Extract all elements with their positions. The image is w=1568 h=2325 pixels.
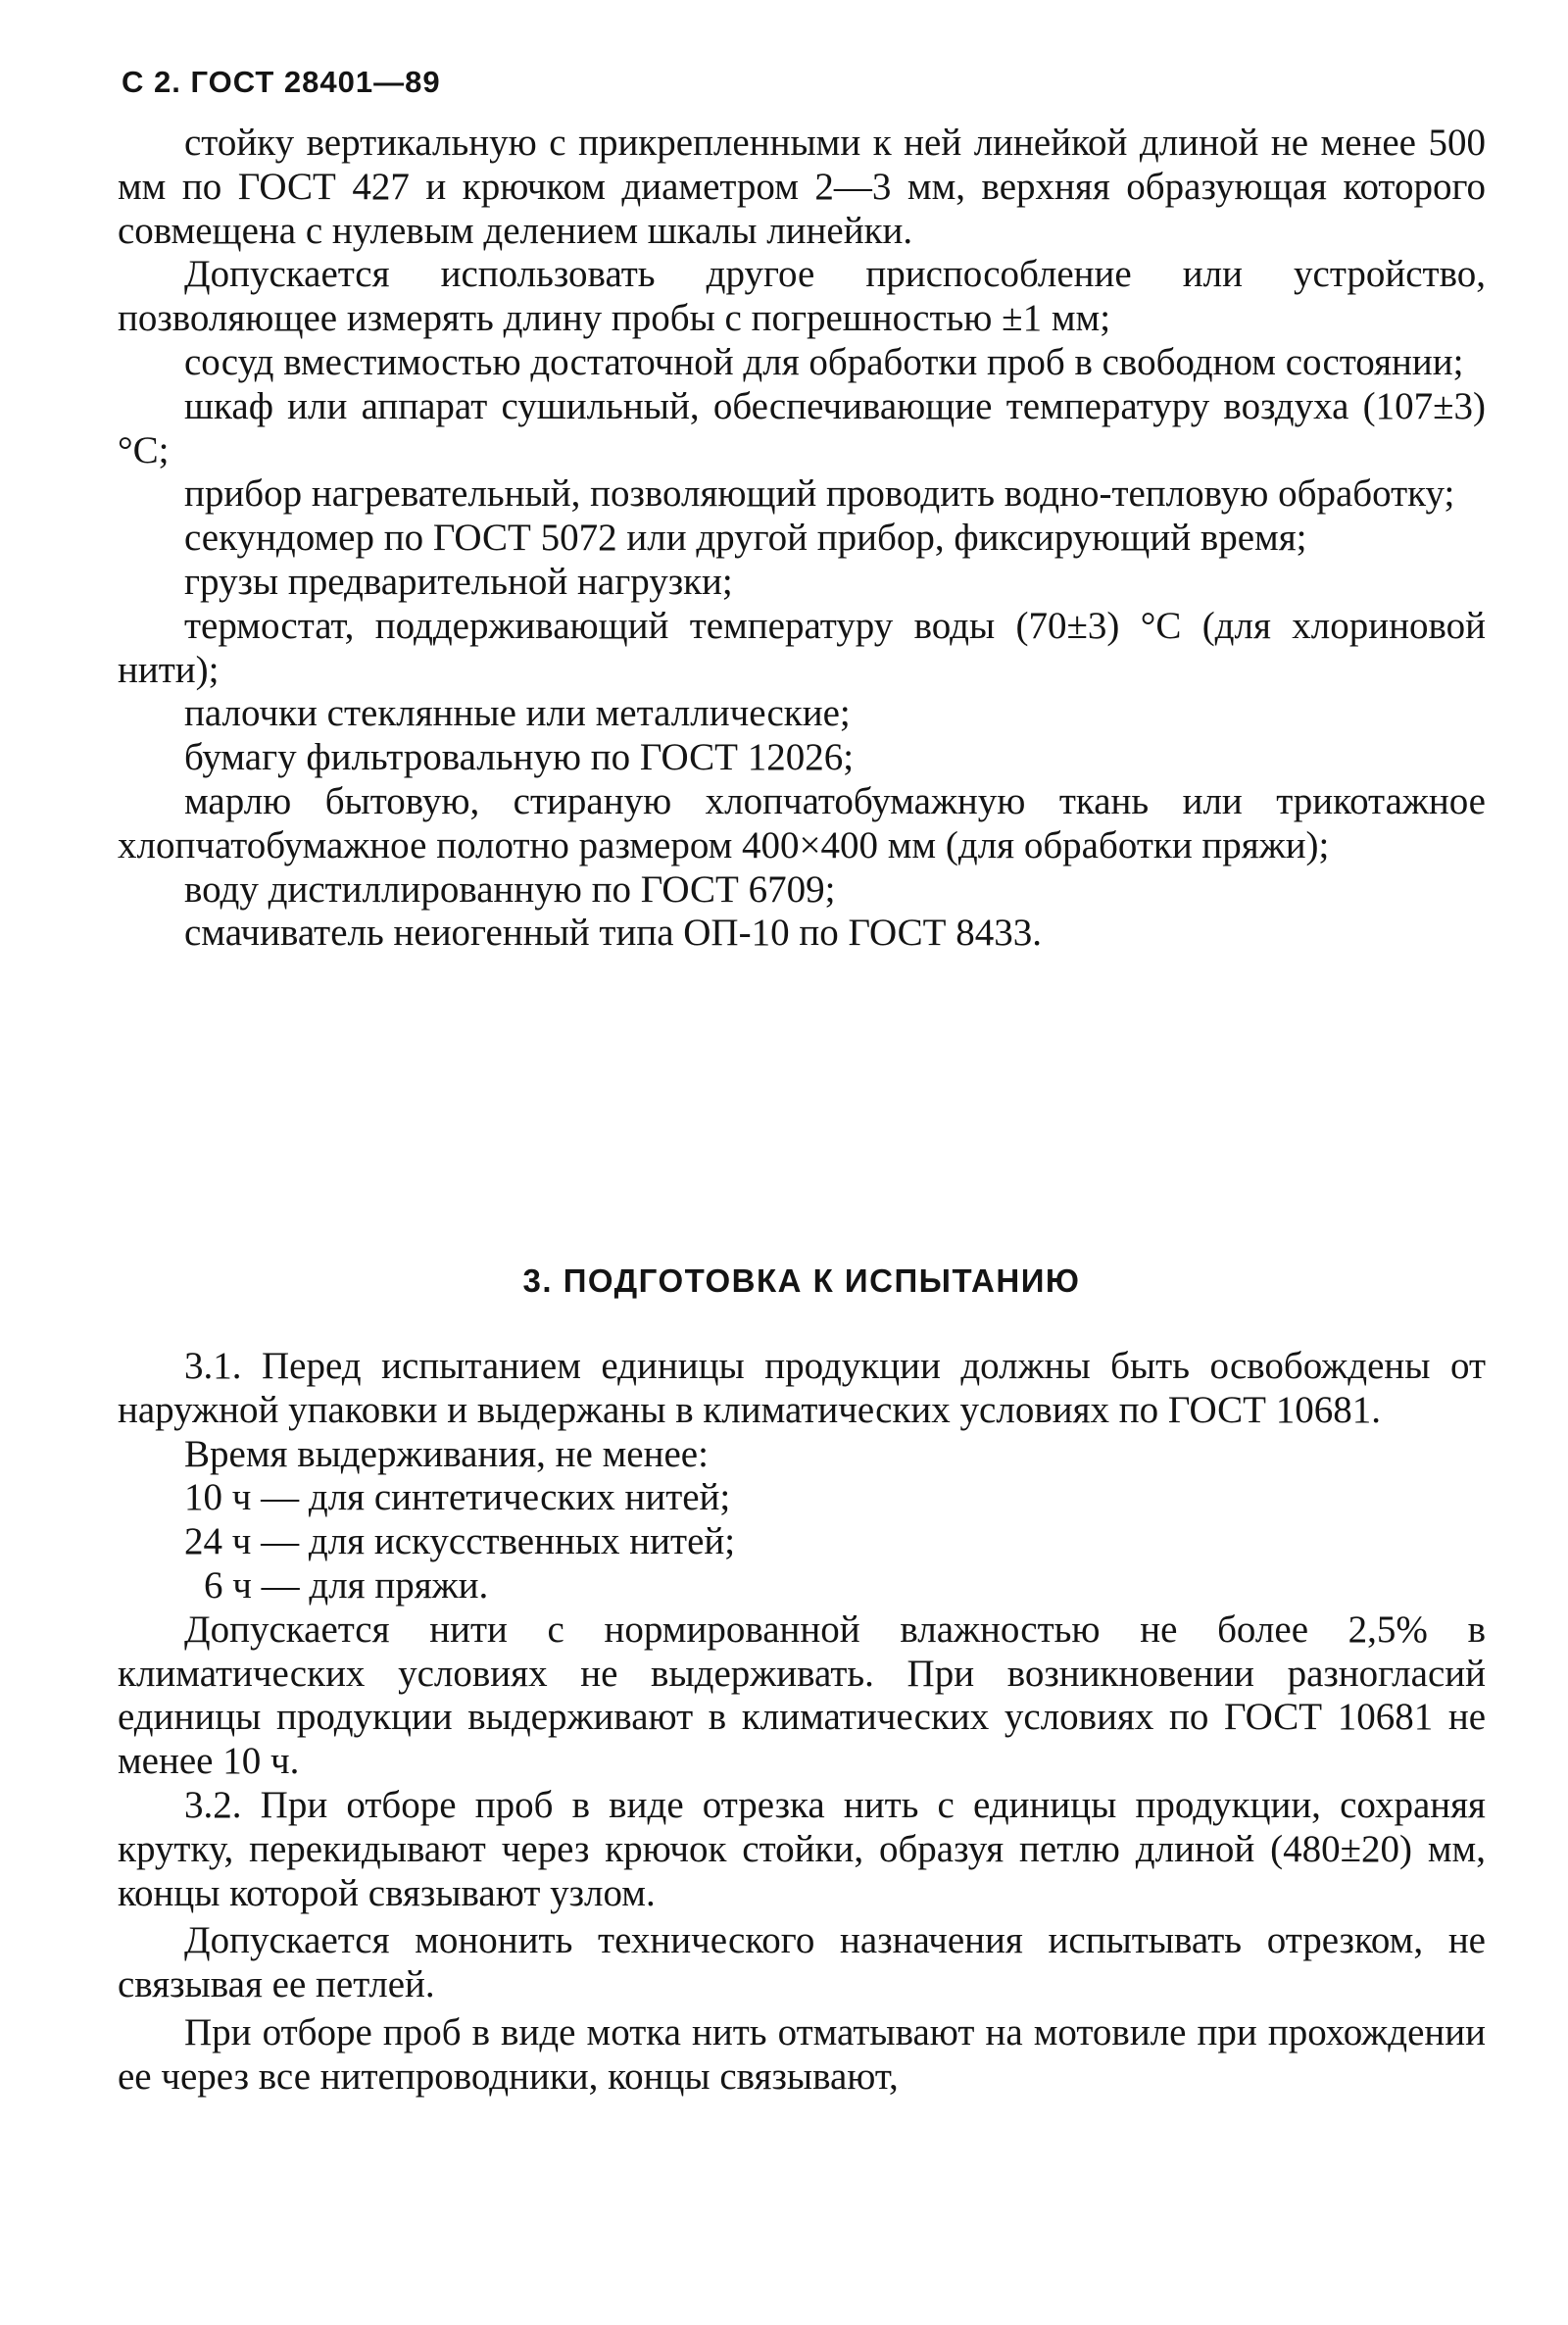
equipment-item: прибор нагревательный, позволяющий проводить водно-тепловую обработку; (184, 472, 1455, 516)
section-3-body (118, 1345, 1486, 2100)
equipment-item: шкаф или аппарат сушильный, обеспечивающие температуру воздуха (107±3) °С; (118, 384, 1486, 471)
clause-3-2-note: Допускается мононить технического назначения испытывать отрезком, не связывая ее петлей. (118, 1919, 1486, 2006)
equipment-item: Допускается использовать другое приспособление или устройство, позволяющее измерять длину пробы с погрешностью ±1 мм; (118, 253, 1486, 340)
clause-3-2-skein: При отборе проб в виде мотка нить отматывают на мотовиле при прохождении ее через все нитепроводники, концы связывают, (118, 2010, 1486, 2098)
equipment-item: марлю бытовую, стираную хлопчатобумажную ткань или трикотажное хлопчатобумажное полотно размером 400×400 мм (для обработки пряжи); (118, 779, 1486, 866)
equipment-item: секундомер по ГОСТ 5072 или другой прибор, фиксирующий время; (184, 517, 1307, 560)
time-list (118, 1476, 1486, 1608)
equipment-item: воду дистиллированную по ГОСТ 6709; (184, 867, 836, 911)
time-item: 6 ч — для пряжи. (204, 1563, 489, 1607)
equipment-item: грузы предварительной нагрузки; (184, 560, 733, 603)
clause-3-1-note: Допускается нити с нормированной влажностью не более 2,5% в климатических условиях не выдерживать. При возникновении разногласий единицы продукции выдерживают в климатических условиях по ГОСТ 10681 не менее 10 ч. (118, 1608, 1486, 1783)
page-header: С 2. ГОСТ 28401—89 (122, 65, 441, 99)
time-intro: Время выдерживания, не менее: (184, 1432, 709, 1475)
equipment-item: бумагу фильтровальную по ГОСТ 12026; (184, 736, 855, 779)
equipment-item: стойку вертикальную с прикрепленными к ней линейкой длиной не менее 500 мм по ГОСТ 427 и крючком диаметром 2—3 мм, верхняя образующая которого совмещена с нулевым делением шкалы линейки. (118, 122, 1486, 252)
equipment-item: термостат, поддерживающий температуру воды (70±3) °С (для хлориновой нити); (118, 604, 1486, 691)
clause-3-2: 3.2. При отборе проб в виде отрезка нить с единицы продукции, сохраняя крутку, перекидывают через крючок стойки, образуя петлю длиной (480±20) мм, концы которой связывают узлом. (118, 1783, 1486, 1914)
equipment-item: палочки стеклянные или металлические; (184, 692, 851, 735)
clause-3-1: 3.1. Перед испытанием единицы продукции должны быть освобождены от наружной упаковки и выдержаны в климатических условиях по ГОСТ 10681. (118, 1345, 1486, 1431)
equipment-list (118, 122, 1486, 956)
time-item: 10 ч — для синтетических нитей; (184, 1476, 731, 1519)
equipment-item: смачиватель неиогенный типа ОП-10 по ГОСТ 8433. (184, 912, 1043, 955)
section-title: 3. ПОДГОТОВКА К ИСПЫТАНИЮ (522, 1262, 1081, 1299)
time-item: 24 ч — для искусственных нитей; (184, 1520, 736, 1563)
equipment-item: сосуд вместимостью достаточной для обработки проб в свободном состоянии; (184, 340, 1464, 383)
